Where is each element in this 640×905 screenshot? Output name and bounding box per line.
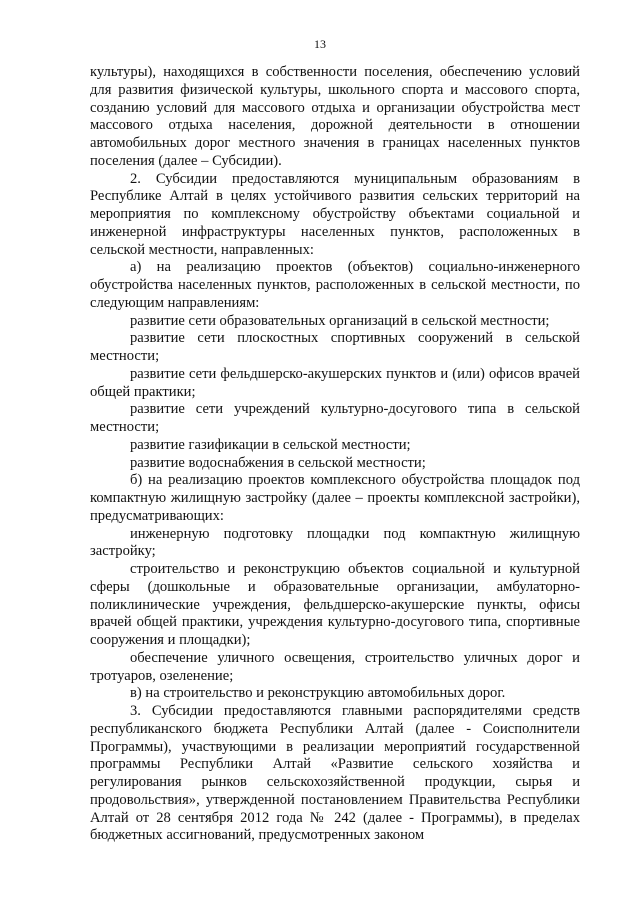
list-item-9: обеспечение уличного освещения, строительство уличных дорог и тротуаров, озеленение; — [90, 649, 580, 684]
list-item-4: развитие сети учреждений культурно-досугового типа в сельской местности; — [90, 401, 580, 435]
page-number: 13 — [314, 37, 326, 51]
paragraph-1: культуры), находящихся в собственности поселения, обеспечению условий для развития физической культуры, школьного спорта и массового спорта, созданию условий для массового отдыха и организации обустройства мест массового отдыха населения, дорожной деятельности в отношении автомобильных дорог местного значения в границах населенных пунктов поселения (далее – Субсидии). — [90, 64, 580, 169]
list-item-7: инженерную подготовку площадки под компактную жилищную застройку; — [90, 525, 580, 560]
list-item-3: развитие сети фельдшерско-акушерских пунктов и (или) офисов врачей общей практики; — [90, 365, 580, 400]
paragraph-4: б) на реализацию проектов комплексного обустройства площадок под компактную жилищную застройку (далее – проекты комплексной застройки), предусматривающих: — [90, 472, 580, 524]
list-item-5: развитие газификации в сельской местности; — [130, 436, 411, 453]
list-item-8: строительство и реконструкцию объектов социальной и культурной сферы (дошкольные и образовательные организации, амбулаторно-поликлинические учреждения, фельдшерско-акушерские пункты, офисы врачей общей практики, учреждения культурно-досугового типа, спортивные сооружения и площадки); — [90, 561, 580, 648]
paragraph-6: 3. Субсидии предоставляются главными распорядителями средств республиканского бюджета Республики Алтай (далее - Соисполнители Программы), участвующими в реализации мероприятий государственной программы Республики Алтай «Развитие сельского хозяйства и регулирования рынков сельскохозяйственной продукции, сырья и продовольствия», утвержденной постановлением Правительства Республики Алтай от 28 сентября 2012 года № 242 (далее - Программы), в пределах бюджетных ассигнований, предусмотренных законом — [90, 703, 580, 844]
paragraph-5: в) на строительство и реконструкцию автомобильных дорог. — [130, 685, 506, 702]
list-item-1: развитие сети образовательных организаций в сельской местности; — [130, 312, 550, 329]
document-body — [90, 64, 580, 845]
list-item-6: развитие водоснабжения в сельской местности; — [130, 454, 426, 471]
paragraph-2: 2. Субсидии предоставляются муниципальным образованиям в Республике Алтай в целях устойчивого развития сельских территорий на мероприятия по комплексному обустройству объектами социальной и инженерной инфраструктуры населенных пунктов, расположенных в сельской местности, направленных: — [90, 170, 580, 258]
paragraph-3: а) на реализацию проектов (объектов) социально-инженерного обустройства населенных пунктов, расположенных в сельской местности, по следующим направлениям: — [90, 259, 580, 311]
list-item-2: развитие сети плоскостных спортивных сооружений в сельской местности; — [90, 330, 580, 364]
